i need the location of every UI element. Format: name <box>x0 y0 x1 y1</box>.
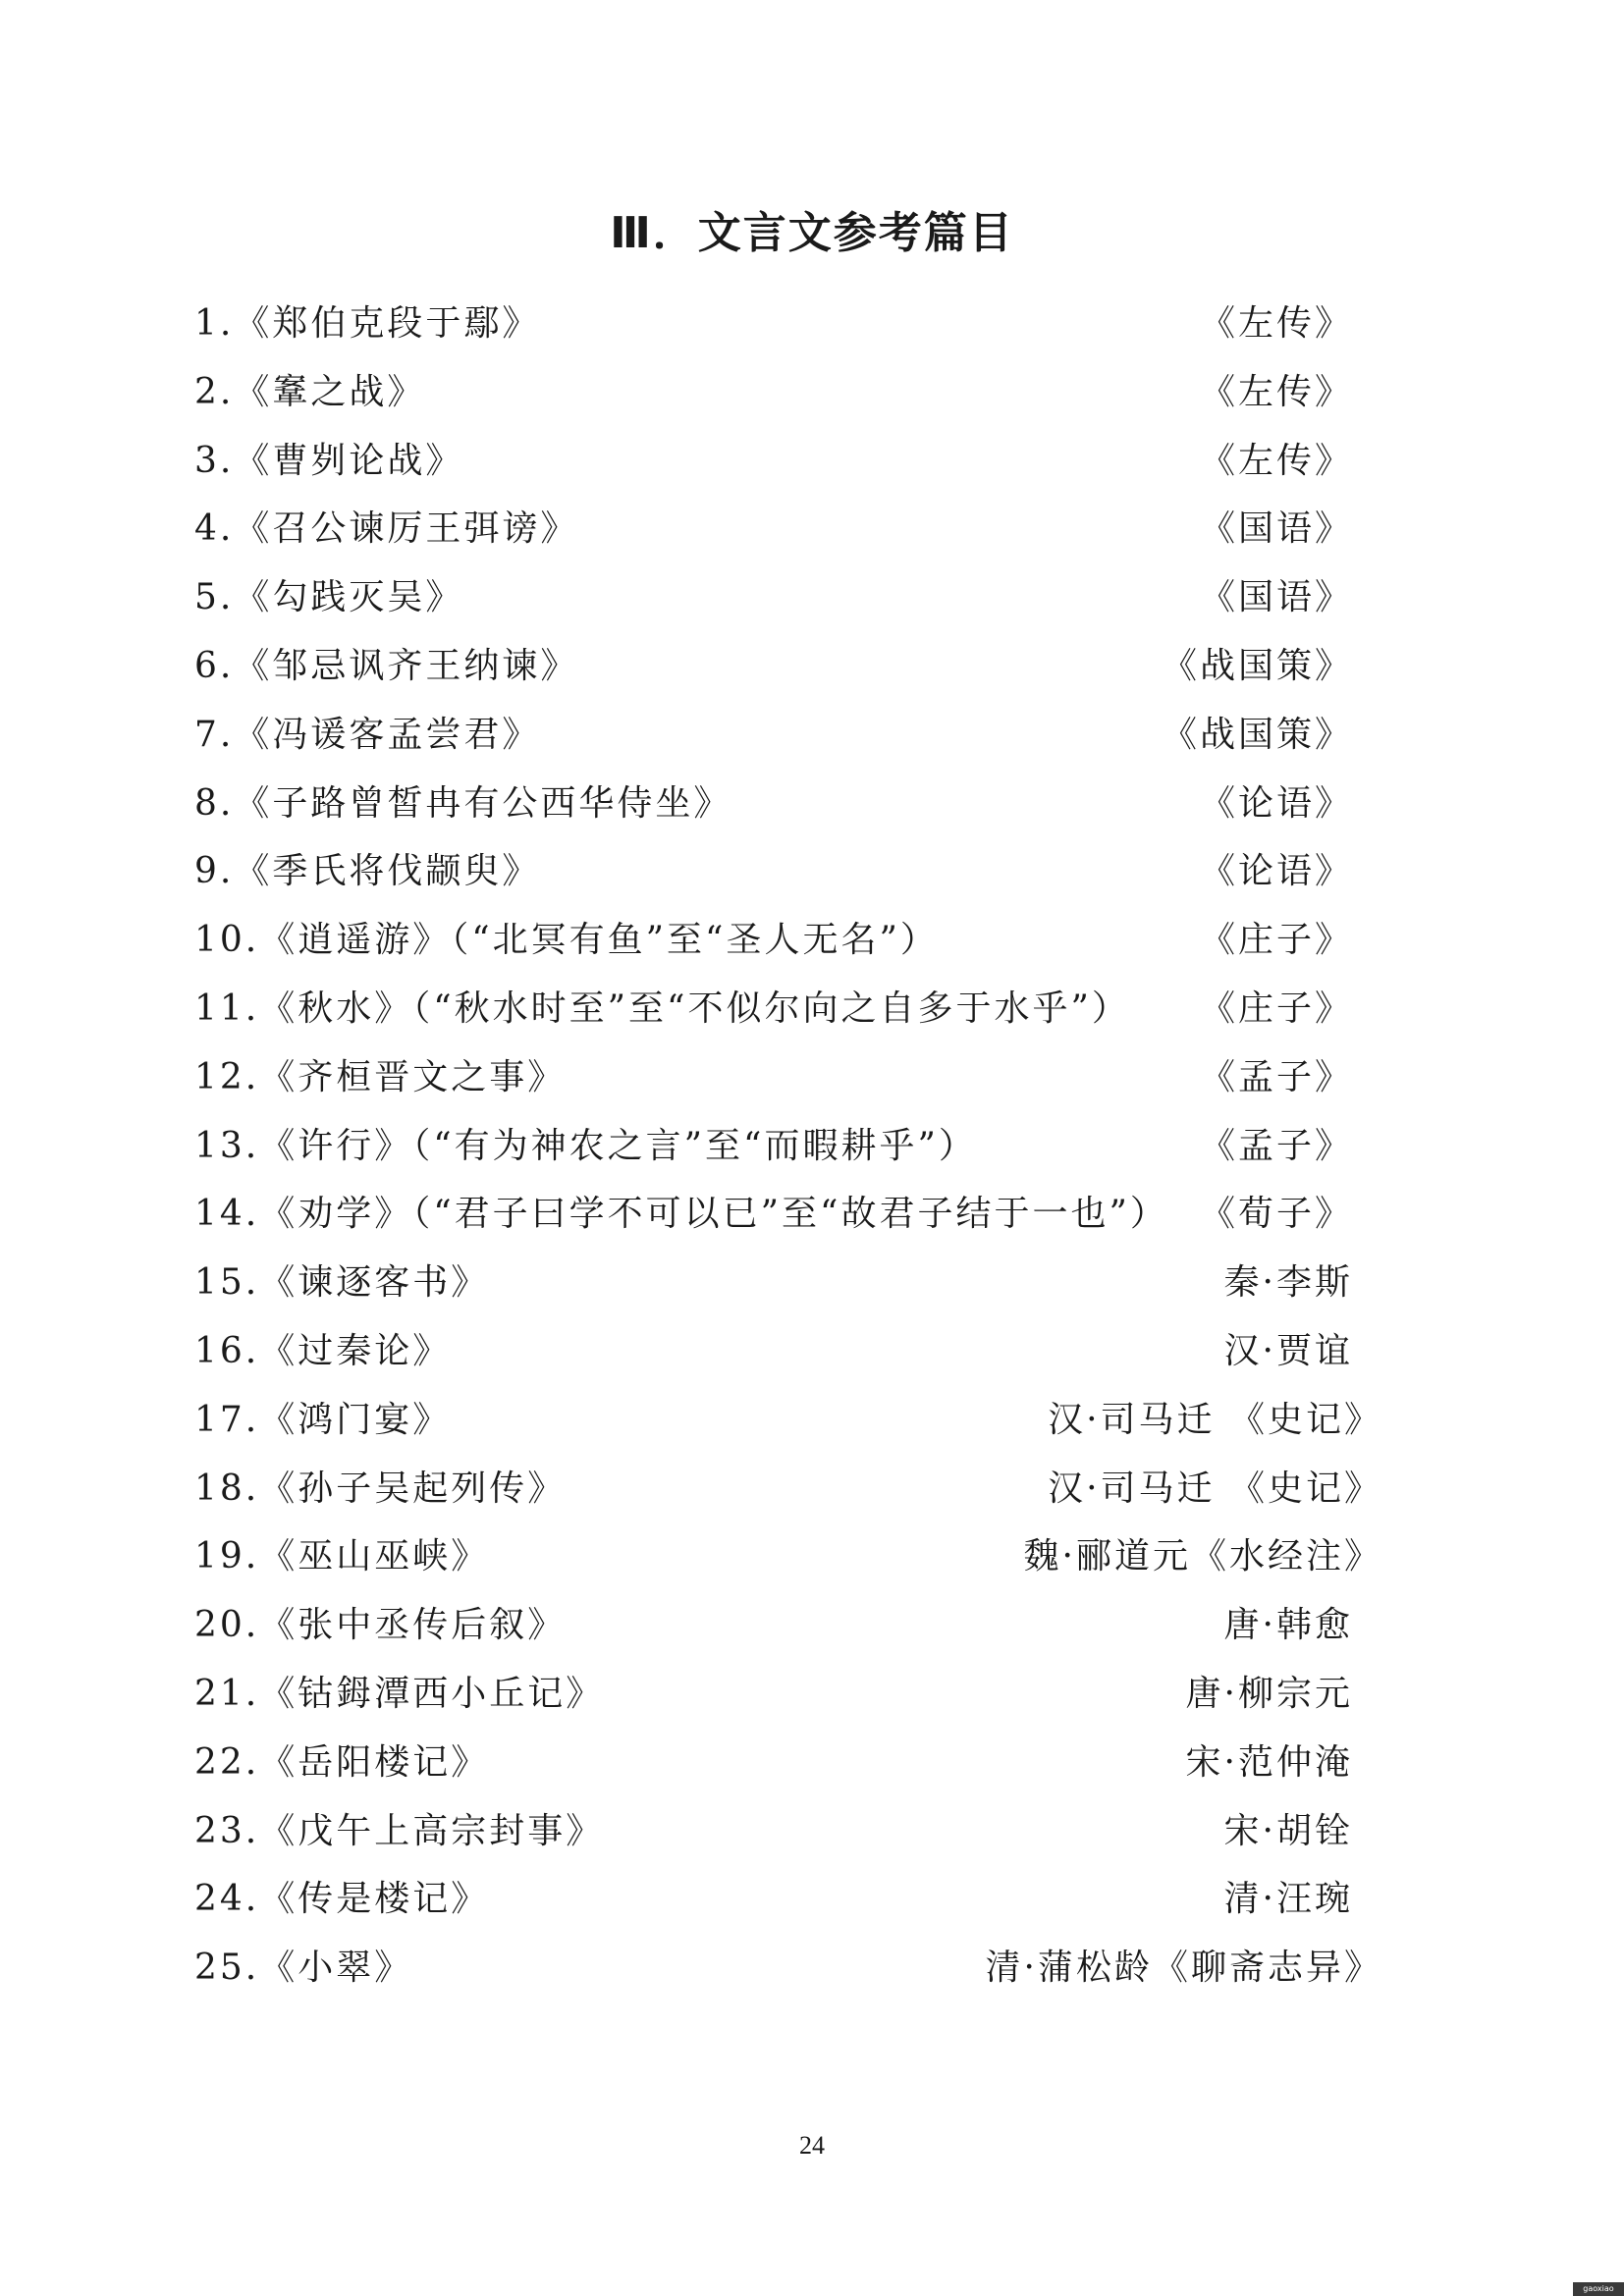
page-title: Ⅲ．文言文参考篇目 <box>610 208 1014 258</box>
list-item <box>0 911 1624 970</box>
list-item <box>0 432 1624 491</box>
entry-source: 唐·韩愈 <box>1223 1605 1353 1646</box>
entry-source: 汉·贾谊 <box>1223 1331 1353 1371</box>
entry-source: 《论语》 <box>1199 851 1353 892</box>
entry-source: 汉·司马迁 《史记》 <box>1048 1399 1382 1440</box>
entry-title: 4.《召公谏厉王弭谤》 <box>194 508 579 550</box>
list-item <box>0 1527 1624 1586</box>
entry-source: 清·蒲松龄《聊斋志异》 <box>985 1948 1382 1989</box>
entry-title: 7.《冯谖客孟尝君》 <box>194 714 541 755</box>
entry-title: 1.《郑伯克段于鄢》 <box>194 303 541 344</box>
entry-source: 《左传》 <box>1199 440 1353 481</box>
entry-title: 12.《齐桓晋文之事》 <box>194 1056 567 1097</box>
entry-source: 宋·胡铨 <box>1223 1810 1353 1851</box>
list-item <box>0 1665 1624 1724</box>
list-item <box>0 842 1624 901</box>
entry-source: 唐·柳宗元 <box>1185 1674 1353 1714</box>
entry-title: 23.《戊午上高宗封事》 <box>194 1810 605 1851</box>
entry-source: 《战国策》 <box>1161 714 1353 755</box>
entry-title: 10.《逍遥游》（“北冥有鱼”至“圣人无名”） <box>194 920 939 961</box>
list-item <box>0 1117 1624 1176</box>
list-item <box>0 363 1624 422</box>
entry-source: 秦·李斯 <box>1223 1262 1353 1304</box>
list-item <box>0 1048 1624 1107</box>
list-item <box>0 706 1624 765</box>
entry-title: 2.《鞌之战》 <box>194 371 426 412</box>
list-item <box>0 774 1624 833</box>
entry-source: 《庄子》 <box>1199 920 1353 961</box>
list-item <box>0 1802 1624 1861</box>
entry-source: 宋·范仲淹 <box>1185 1741 1353 1783</box>
entry-title: 22.《岳阳楼记》 <box>194 1741 490 1783</box>
watermark: gaoxiao <box>1573 2282 1624 2296</box>
entry-title: 13.《许行》（“有为神农之言”至“而暇耕乎”） <box>194 1125 977 1166</box>
entry-title: 6.《邹忌讽齐王纳谏》 <box>194 646 579 686</box>
entry-source: 《论语》 <box>1199 782 1353 824</box>
entry-title: 18.《孙子吴起列传》 <box>194 1468 567 1509</box>
entry-title: 9.《季氏将伐颛臾》 <box>194 851 541 892</box>
list-item <box>0 1254 1624 1312</box>
entry-title: 25.《小翠》 <box>194 1948 413 1989</box>
list-item <box>0 500 1624 559</box>
list-item <box>0 1322 1624 1381</box>
entry-title: 15.《谏逐客书》 <box>194 1262 490 1304</box>
list-item <box>0 1939 1624 1998</box>
entry-title: 21.《钴鉧潭西小丘记》 <box>194 1674 605 1714</box>
list-item <box>0 1734 1624 1792</box>
entry-source: 《孟子》 <box>1199 1056 1353 1097</box>
entry-title: 14.《劝学》（“君子曰学不可以已”至“故君子结于一也”） <box>194 1194 1168 1235</box>
entry-title: 3.《曹刿论战》 <box>194 440 464 481</box>
entry-title: 5.《勾践灭吴》 <box>194 577 464 618</box>
entry-title: 20.《张中丞传后叙》 <box>194 1605 567 1646</box>
entry-source: 《国语》 <box>1199 508 1353 550</box>
list-item <box>0 294 1624 353</box>
list-item <box>0 1870 1624 1929</box>
list-item <box>0 980 1624 1039</box>
entry-source: 《左传》 <box>1199 303 1353 344</box>
list-item <box>0 1596 1624 1655</box>
list-item <box>0 1460 1624 1519</box>
entry-source: 《左传》 <box>1199 371 1353 412</box>
entry-source: 《荀子》 <box>1199 1194 1353 1235</box>
entry-source: 汉·司马迁 《史记》 <box>1048 1468 1382 1509</box>
list-item <box>0 637 1624 696</box>
entry-source: 魏·郦道元《水经注》 <box>1023 1536 1382 1577</box>
entry-source: 《庄子》 <box>1199 988 1353 1029</box>
list-item <box>0 1391 1624 1450</box>
list-item <box>0 568 1624 627</box>
list-item <box>0 1185 1624 1244</box>
entry-title: 24.《传是楼记》 <box>194 1879 490 1920</box>
entry-title: 16.《过秦论》 <box>194 1331 452 1371</box>
entry-title: 17.《鸿门宴》 <box>194 1399 452 1440</box>
entry-source: 《孟子》 <box>1199 1125 1353 1166</box>
entry-title: 8.《子路曾皙冉有公西华侍坐》 <box>194 782 732 824</box>
entry-title: 19.《巫山巫峡》 <box>194 1536 490 1577</box>
entry-source: 《国语》 <box>1199 577 1353 618</box>
entry-source: 《战国策》 <box>1161 646 1353 686</box>
entry-title: 11.《秋水》（“秋水时至”至“不似尔向之自多于水乎”） <box>194 988 1130 1029</box>
entry-source: 清·汪琬 <box>1223 1879 1353 1920</box>
page-number: 24 <box>799 2131 825 2160</box>
